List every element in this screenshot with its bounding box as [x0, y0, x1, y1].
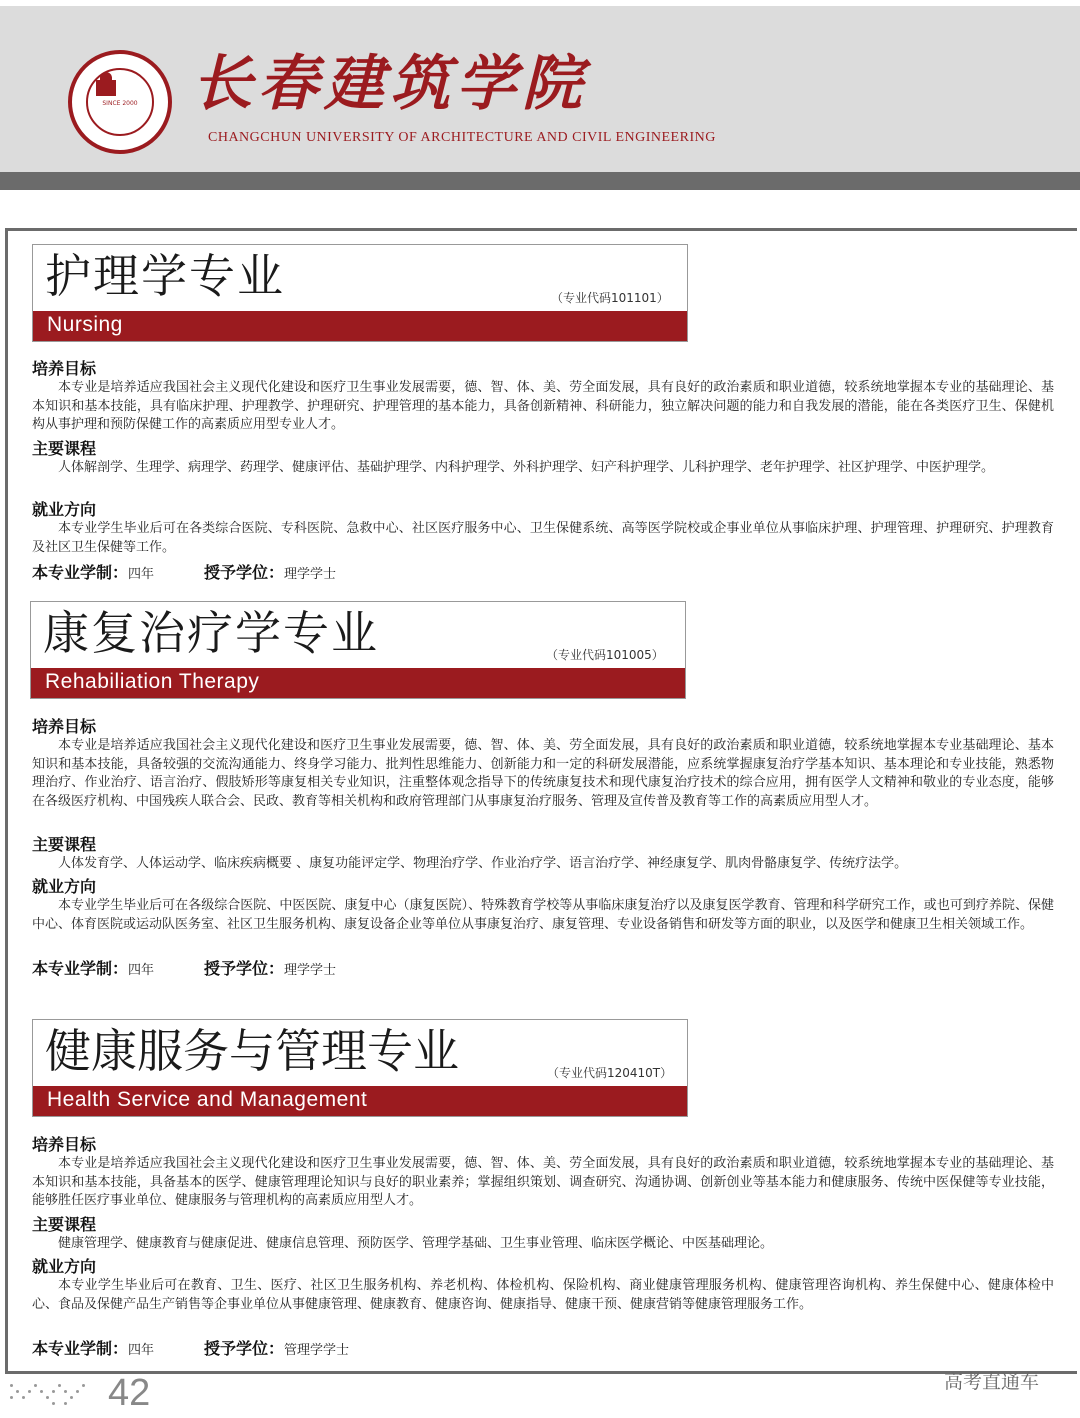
section-title: 就业方向	[32, 500, 97, 519]
duration-value: 四年	[128, 567, 155, 582]
section-courses	[32, 438, 1054, 478]
section-title: 主要课程	[32, 439, 97, 458]
section-title: 培养目标	[32, 1135, 97, 1154]
degree-label: 授予学位：	[204, 1339, 285, 1358]
university-name-cn: 长春建筑学院	[192, 49, 588, 119]
section-title: 主要课程	[32, 835, 97, 854]
university-seal-logo	[68, 50, 172, 154]
degree-value: 理学学士	[284, 567, 337, 582]
section-career	[32, 499, 1054, 557]
major-english-name: Rehabiliation Therapy	[45, 670, 260, 693]
building-icon	[96, 80, 116, 96]
major-header-nursing	[32, 244, 688, 342]
section-goal	[32, 716, 1054, 811]
major-title: 康复治疗学专业	[43, 606, 379, 660]
major-code: （专业代码101101）	[551, 291, 669, 305]
degree-label: 授予学位：	[204, 563, 285, 582]
section-goal	[32, 1134, 1054, 1211]
duration-label: 本专业学制：	[32, 563, 129, 582]
section-title: 就业方向	[32, 1257, 97, 1276]
section-body: 本专业是培养适应我国社会主义现代化建设和医疗卫生事业发展需要，德、智、体、美、劳全面发展，具有良好的政治素质和职业道德，较系统地掌握本专业的基础理论、基本知识和基本技能，具有临床护理、护理教学、护理研究、护理管理的基本能力，具备创新精神、科研能力，独立解决问题的能力和自我发展的潜能，能在各类医疗卫生、保健机构从事护理和预防保健工作的高素质应用型专业人才。	[32, 380, 1054, 432]
page-header	[0, 0, 1080, 176]
section-title: 培养目标	[32, 717, 97, 736]
section-body: 本专业是培养适应我国社会主义现代化建设和医疗卫生事业发展需要，德、智、体、美、劳全面发展，具有良好的政治素质和职业道德，较系统地掌握本专业的基础理论、基本知识和基本技能，具备基本的医学、健康管理理论知识与良好的职业素养；掌握组织策划、调查研究、沟通协调、创新创业等基本能力和健康服务、传统中医保健等专业技能，能够胜任医疗事业单位、健康服务与管理机构的高素质应用型人才。	[32, 1156, 1054, 1208]
duration-value: 四年	[128, 963, 155, 978]
section-body: 人体解剖学、生理学、病理学、药理学、健康评估、基础护理学、内科护理学、外科护理学、妇产科护理学、儿科护理学、老年护理学、社区护理学、中医护理学。	[58, 460, 995, 475]
section-body: 本专业学生毕业后可在各类综合医院、专科医院、急救中心、社区医疗服务中心、卫生保健系统、高等医学院校或企事业单位从事临床护理、护理管理、护理研究、护理教育及社区卫生保健等工作。	[32, 521, 1054, 555]
duration-label: 本专业学制：	[32, 1339, 129, 1358]
major-header-rehabilitation	[30, 601, 686, 699]
major-english-name: Nursing	[47, 313, 123, 336]
major-english-name: Health Service and Management	[47, 1088, 368, 1111]
section-career	[32, 1256, 1054, 1314]
duration-value: 四年	[128, 1343, 155, 1358]
major-english-bar	[31, 668, 685, 698]
section-body: 本专业是培养适应我国社会主义现代化建设和医疗卫生事业发展需要，德、智、体、美、劳全面发展，具有良好的政治素质和职业道德，较系统地掌握本专业基础理论、基本知识和基本技能，具备较强的交流沟通能力、终身学习能力、批判性思维能力、创新能力和一定的科研发展潜能，应系统掌握康复治疗学基本知识、基本理论和专业技能，熟悉物理治疗、作业治疗、语言治疗、假肢矫形等康复相关专业知识，注重整体观念指导下的传统康复技术和现代康复治疗技术的综合应用，拥有医学人文精神和敬业的专业态度，能够在各级医疗机构、中国残疾人联合会、民政、教育等相关机构和政府管理部门从事康复治疗服务、管理及宣传普及教育等工作的高素质应用型人才。	[32, 738, 1054, 809]
section-title: 主要课程	[32, 1215, 97, 1234]
section-body: 人体发育学、人体运动学、临床疾病概要 、康复功能评定学、物理治疗学、作业治疗学、语言治疗学、神经康复学、肌肉骨骼康复学、传统疗法学。	[58, 856, 908, 871]
section-title: 就业方向	[32, 877, 97, 896]
header-divider-bar	[0, 172, 1080, 190]
section-body: 健康管理学、健康教育与健康促进、健康信息管理、预防医学、管理学基础、卫生事业管理、临床医学概论、中医基础理论。	[58, 1236, 774, 1251]
decorative-dots	[6, 1378, 90, 1414]
duration-label: 本专业学制：	[32, 959, 129, 978]
major-title: 健康服务与管理专业	[45, 1024, 459, 1078]
section-courses	[32, 834, 1054, 874]
watermark: 高考直通车	[944, 1371, 1040, 1393]
seal-year: SINCE 2000	[102, 100, 138, 107]
major-header-health-management	[32, 1019, 688, 1117]
section-courses	[32, 1214, 1054, 1254]
major-meta	[32, 560, 336, 583]
major-meta	[32, 1336, 349, 1359]
section-title: 培养目标	[32, 359, 97, 378]
section-goal	[32, 358, 1054, 435]
major-code: （专业代码120410T）	[547, 1066, 673, 1080]
degree-value: 理学学士	[284, 963, 337, 978]
degree-label: 授予学位：	[204, 959, 285, 978]
major-english-bar	[33, 311, 687, 341]
university-name-en: CHANGCHUN UNIVERSITY OF ARCHITECTURE AND CIVIL ENGINEERING	[208, 130, 716, 145]
page-number: 42	[108, 1372, 151, 1414]
section-career	[32, 876, 1054, 934]
major-meta	[32, 956, 336, 979]
major-title: 护理学专业	[45, 249, 285, 303]
major-english-bar	[33, 1086, 687, 1116]
major-code: （专业代码101005）	[546, 648, 664, 662]
section-body: 本专业学生毕业后可在教育、卫生、医疗、社区卫生服务机构、养老机构、体检机构、保险机构、商业健康管理服务机构、健康管理咨询机构、养生保健中心、健康体检中心、食品及保健产品生产销售等企事业单位从事健康管理、健康教育、健康咨询、健康指导、健康干预、健康营销等健康管理服务工作。	[32, 1278, 1054, 1312]
degree-value: 管理学学士	[284, 1343, 350, 1358]
section-body: 本专业学生毕业后可在各级综合医院、中医医院、康复中心（康复医院）、特殊教育学校等从事临床康复治疗以及康复医学教育、管理和科学研究工作，或也可到疗养院、保健中心、体育医院或运动队医务室、社区卫生服务机构、康复设备企业等单位从事康复治疗、康复管理、专业设备销售和研发等方面的职业，以及医学和健康卫生相关领域工作。	[32, 898, 1054, 932]
